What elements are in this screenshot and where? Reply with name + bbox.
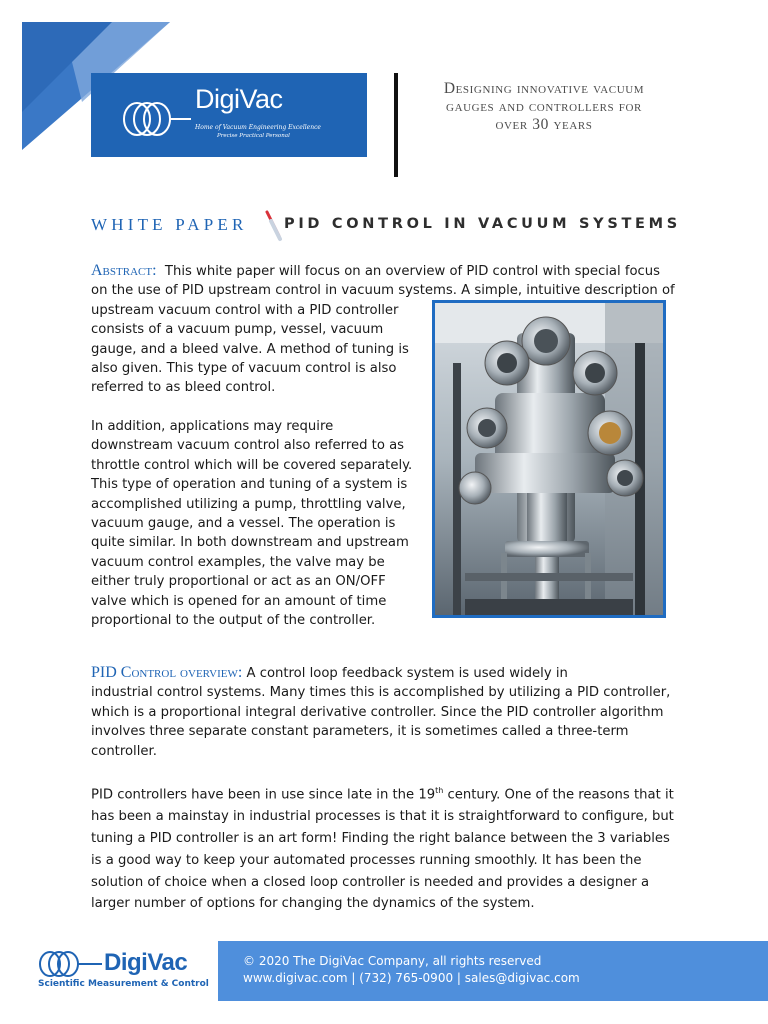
white-paper-label: WHITE PAPER xyxy=(91,215,248,234)
logo-ellipses-icon xyxy=(121,98,191,140)
footer-brand-name: DigiVac xyxy=(104,949,188,976)
abstract-line-1 xyxy=(91,261,675,281)
paragraph-line: accomplished utilizing a pump, throttling valve, xyxy=(91,496,406,512)
paragraph-line: proportional to the output of the controller. xyxy=(91,613,376,629)
header-logo xyxy=(91,73,367,157)
history-text-pre: PID controllers have been in use since late in the 19 xyxy=(91,787,436,803)
overview-text: A control loop feedback system is used widely in xyxy=(246,666,568,681)
header-divider xyxy=(394,73,398,177)
paragraph-line: downstream vacuum control also referred to as xyxy=(91,438,405,454)
abstract-line: referred to as bleed control. xyxy=(91,380,276,396)
vacuum-chamber-illustration xyxy=(435,303,663,615)
history-line: tuning a PID controller is an art form! Finding the right balance between the 3 variables xyxy=(91,830,670,846)
abstract-line: upstream vacuum control with a PID controller xyxy=(91,302,399,318)
overview-line: controller. xyxy=(91,743,157,759)
abstract-heading: Abstract: xyxy=(91,262,157,279)
tagline-line: Designing innovative vacuum xyxy=(443,80,645,97)
overview-line: industrial control systems. Many times this is accomplished by utilizing a PID controller, xyxy=(91,685,671,701)
history-line: is a good way to keep your automated processes running smoothly. It has been the xyxy=(91,852,642,868)
footer-logo-ellipses-icon xyxy=(38,950,102,978)
logo-tagline: Home of Vacuum Engineering Excellence xyxy=(195,124,321,131)
history-text-post: century. One of the reasons that it xyxy=(443,787,674,803)
paragraph-line: throttle control which will be covered separately. xyxy=(91,457,413,473)
footer-contact: www.digivac.com | (732) 765-0900 | sales@digivac.com xyxy=(243,971,580,985)
paragraph-line: vacuum control examples, the valve may be xyxy=(91,554,385,570)
history-line: larger number of options for changing the dynamics of the system. xyxy=(91,896,535,912)
tagline-line: over 30 years xyxy=(495,116,593,133)
page-title: PID CONTROL IN VACUUM SYSTEMS xyxy=(284,216,681,232)
tagline-line: gauges and controllers for xyxy=(446,98,642,115)
overview-line-1 xyxy=(91,663,670,683)
paragraph-line: This type of operation and tuning of a system is xyxy=(91,477,408,493)
addition-paragraph xyxy=(91,417,412,630)
paragraph-line: In addition, applications may require xyxy=(91,419,334,434)
footer-copyright: © 2020 The DigiVac Company, all rights reserved xyxy=(243,954,542,968)
abstract-line: consists of a vacuum pump, vessel, vacuum xyxy=(91,322,384,338)
logo-subtagline: Precise Practical Personal xyxy=(217,133,290,139)
paragraph-line: valve which is opened for an amount of time xyxy=(91,593,387,609)
overview-line: which is a proportional integral derivative controller. Since the PID controller algorithm xyxy=(91,704,664,720)
superscript-th: th xyxy=(435,786,444,795)
header-tagline xyxy=(418,80,670,134)
paragraph-line: either truly proportional or act as an ON/OFF xyxy=(91,574,386,590)
overview-line: involves three separate constant parameters, it is sometimes called a three-term xyxy=(91,724,629,740)
abstract-text: This white paper will focus on an overview of PID control with special focus xyxy=(164,264,661,279)
overview-heading: PID Control overview: xyxy=(91,664,243,681)
abstract-line: also given. This type of vacuum control is also xyxy=(91,361,397,377)
overview-section xyxy=(91,663,670,761)
paragraph-line: quite similar. In both downstream and upstream xyxy=(91,535,409,551)
history-paragraph xyxy=(91,780,674,915)
pen-icon xyxy=(264,210,284,244)
abstract-line-2: on the use of PID upstream control in vacuum systems. A simple, intuitive description of xyxy=(91,283,675,299)
history-line: solution of choice when a closed loop controller is needed and provides a designer a xyxy=(91,874,650,890)
logo-brand-name: DigiVac xyxy=(195,84,283,114)
history-line: has been a mainstay in industrial processes is that it is straightforward to configure, but xyxy=(91,809,674,825)
paragraph-line: vacuum gauge, and a vessel. The operation is xyxy=(91,516,396,532)
vacuum-system-photo xyxy=(432,300,666,618)
footer-brand-subtitle: Scientific Measurement & Control xyxy=(38,979,209,989)
abstract-line: gauge, and a bleed valve. A method of tuning is xyxy=(91,341,409,357)
history-line-1 xyxy=(91,780,674,806)
